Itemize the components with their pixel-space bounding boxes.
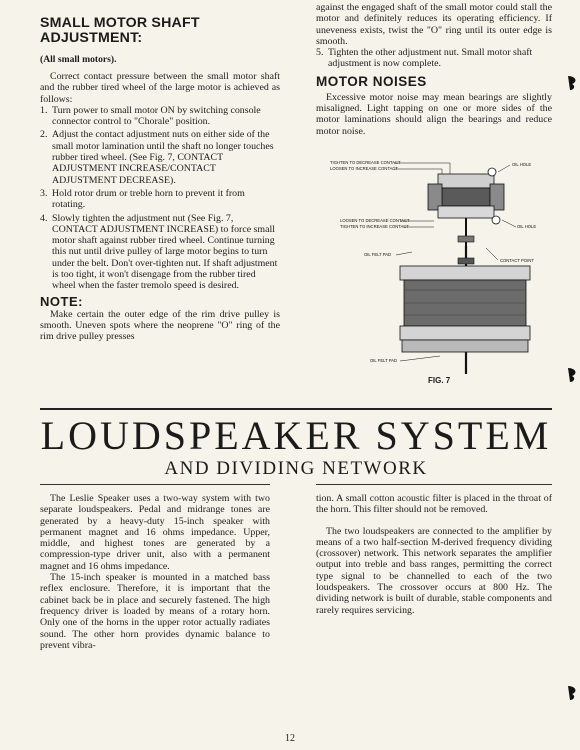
motor-noises-heading: MOTOR NOISES [316,73,427,89]
adjustment-steps [40,105,280,292]
small-motor [428,168,504,246]
step-number: 3. [40,187,48,199]
margin-mark-icon [566,684,578,702]
loudspeaker-paragraph-3: tion. A small cotton acoustic filter is placed in the throat of the horn. This filter should not be removed. [316,493,552,516]
step-text: Hold rotor drum or treble horn to prevent it from rotating. [52,187,245,211]
margin-mark-icon [566,74,578,92]
label-tighten-increase: TIGHTEN TO INCREASE CONTACT [340,224,409,229]
rule-right [316,484,552,485]
label-oil-felt-pad-top: OIL FELT PAD [364,252,392,257]
loudspeaker-paragraph-2: The 15-inch speaker is mounted in a matched bass reflex enclosure. Therefore, it is important that the cabinet back be in place and securely fastened. The high frequency driver is loaded by means of a rotary horn. Only one of the horns in the upper rotor actually radiates sound. The other horn provides dynamic balance to prevent vibra- [40,572,270,651]
step-1 [40,105,280,128]
step-text: Slowly tighten the adjustment nut (See Fig. 7, CONTACT ADJUSTMENT INCREASE) to force small motor shaft against rubber tired wheel. Continue turning this nut until drive pulley of large motor begins to turn under the belt. Don't over-tighten nut. If shaft adjustment is too tight, it won't disengage from the rubber tired wheel when the faster tremolo speed is desired. [52,212,278,292]
loudspeaker-paragraph-4: The two loudspeakers are connected to the amplifier by means of a two half-section M-derived frequency dividing (crossover) network. This network separates the amplifier output into treble and bass ranges, permitting the correct type signal to be channelled to each of the two loudspeakers. The crossover occurs at 800 Hz. The dividing network is built of durable, stable components and rarely requires servicing. [316,525,552,616]
section-subtitle: AND DIVIDING NETWORK [164,458,428,479]
label-tighten-decrease: TIGHTEN TO DECREASE CONTACT [330,160,401,165]
step-number: 2. [40,129,48,141]
adjustment-steps-cont [316,47,552,70]
step-5 [316,47,552,70]
right-column [316,2,552,137]
bottom-left-column [40,493,270,651]
step-2 [40,129,280,185]
subheading-all-small-motors: (All small motors). [40,54,117,65]
step-4 [40,213,280,292]
label-loosen-decrease: LOOSEN TO DECREASE CONTACT [340,218,410,223]
motor-noises-paragraph: Excessive motor noise may mean bearings are slightly misaligned. Light tapping on one or more sides of the motor laminations should align the bearings and reduce motor noise. [316,91,552,137]
step-number: 1. [40,104,48,116]
step-3 [40,188,280,211]
paragraph-gap [316,516,552,526]
left-column [40,16,280,343]
label-oil-hole-mid: OIL HOLE [517,224,537,229]
note-paragraph: Make certain the outer edge of the rim drive pulley is smooth. Uneven spots where the neoprene "O" ring of the rim drive pulley presses [40,308,280,343]
step-text: Tighten the other adjustment nut. Small motor shaft adjustment is now complete. [328,47,533,70]
loudspeaker-paragraph-1: The Leslie Speaker uses a two-way system with two separate loudspeakers. Pedal and midrange tones are generated by a heavy-duty 15-inch speaker with permanent magnet and 16 ohms impedance. Upper, middle, and highest tones are generated by a compression-type driver unit, also with a permanent magnet and 16 ohms impedance. [40,493,270,572]
margin-mark-icon [566,366,578,384]
continuation-paragraph: against the engaged shaft of the small motor could stall the motor and definitely reduces its operating efficiency. If uneveness exists, twist the "O" ring until its outer edge is smooth. [316,2,552,47]
step-text: Turn power to small motor ON by switching console connector control to "Chorale" position. [52,104,261,128]
figure-7-motor-diagram [330,160,550,392]
step-text: Adjust the contact adjustment nuts on either side of the small motor lamination until the shaft no longer touches rubber tired wheel. (See Fig. 7, CONTACT ADJUSTMENT INCREASE/CONTACT ADJUSTMENT DECREASE). [52,129,274,186]
label-loosen-increase: LOOSEN TO INCREASE CONTACT [330,166,398,171]
motor-assembly-illustration [330,160,550,392]
section-divider [40,408,552,410]
page-number: 12 [285,733,295,744]
figure-caption: FIG. 7 [428,376,451,385]
label-oil-hole-top: OIL HOLE [512,162,532,167]
large-motor [400,246,530,374]
step-number: 5. [316,47,324,59]
note-heading: NOTE: [40,293,83,309]
intro-paragraph: Correct contact pressure between the small motor shaft and the rubber tired wheel of the large motor is achieved as follows: [40,71,280,105]
step-number: 4. [40,212,48,224]
label-oil-felt-pad-bottom: OIL FELT PAD [370,358,398,363]
section-title: LOUDSPEAKER SYSTEM [40,413,552,458]
label-contact-point: CONTACT POINT [500,258,534,263]
section-heading-small-motor: SMALL MOTOR SHAFT ADJUSTMENT: [40,15,200,46]
rule-left [40,484,270,485]
bottom-right-column [316,493,552,616]
